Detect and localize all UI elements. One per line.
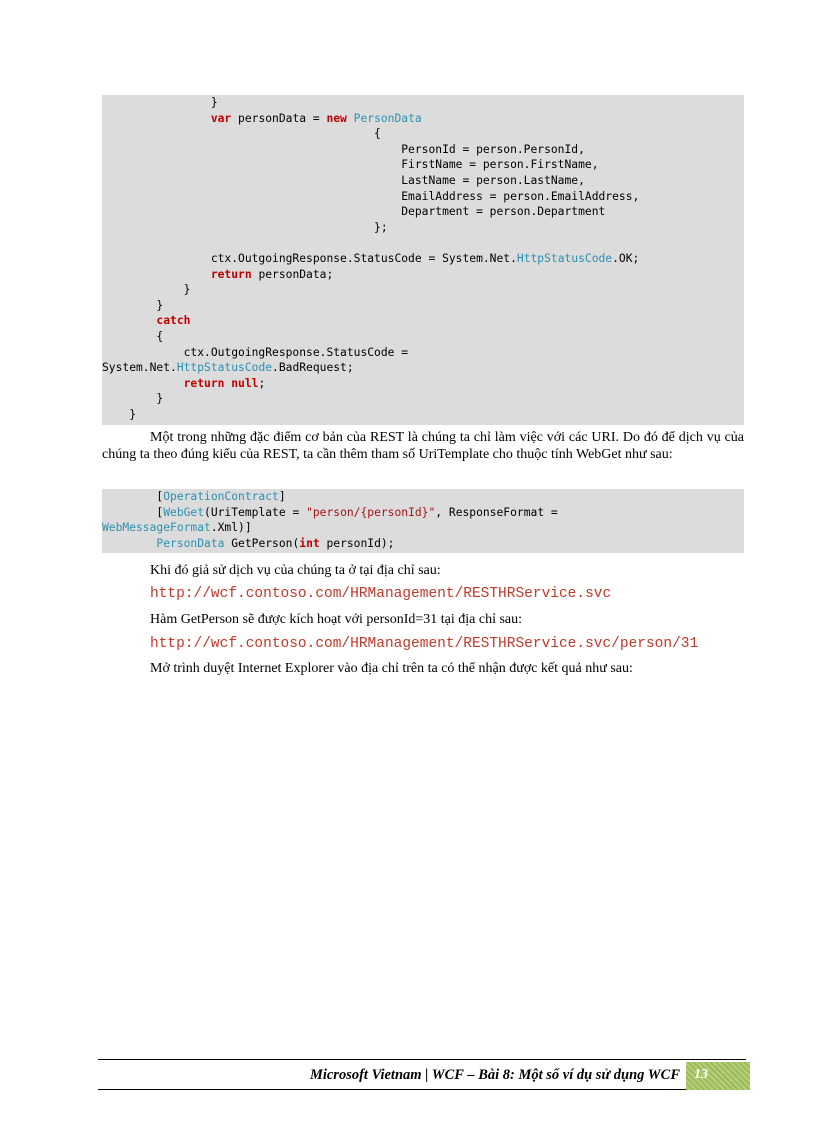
- code-token: ctx.OutgoingResponse.StatusCode =: [102, 345, 409, 359]
- text-service-address: Khi đó giả sử dịch vụ của chúng ta ở tại địa chỉ sau:: [150, 563, 441, 578]
- code-token: null: [231, 376, 259, 390]
- code-token: [: [102, 490, 164, 503]
- code-token: , ResponseFormat =: [435, 505, 558, 519]
- code-token: ;: [258, 376, 266, 390]
- code-token: }: [102, 283, 191, 297]
- text-open-browser: Mở trình duyệt Internet Explorer vào địa chỉ trên ta có thể nhận được kết quả như sau:: [150, 661, 633, 676]
- code-token: }: [102, 392, 164, 406]
- code-token: .OK;: [612, 251, 640, 265]
- code-token: [102, 537, 156, 550]
- code-token: new: [326, 111, 347, 125]
- code-token: }: [102, 407, 137, 421]
- code-token: System.Net.: [102, 361, 177, 375]
- url-person: http://wcf.contoso.com/HRManagement/RESTHRService.svc/person/31: [150, 636, 699, 652]
- code-token: HttpStatusCode: [176, 361, 273, 375]
- footer-rule-top: [98, 1059, 746, 1060]
- code-token: int: [299, 536, 320, 550]
- code-token: WebGet: [163, 505, 205, 519]
- code-token: personData =: [231, 111, 327, 125]
- code-token: ctx.OutgoingResponse.StatusCode = System.Net.: [102, 251, 517, 265]
- code-token: {: [102, 329, 164, 343]
- code-token: GetPerson(: [224, 536, 300, 550]
- code-token: "person/{personId}": [306, 505, 436, 519]
- code-token: return: [183, 376, 225, 390]
- code-block-1: [102, 95, 744, 425]
- code-token: personId);: [319, 536, 395, 550]
- code-token: EmailAddress = person.EmailAddress,: [102, 189, 640, 203]
- code-token: [102, 314, 156, 327]
- code-token: var: [210, 111, 232, 125]
- code-token: PersonData: [353, 111, 422, 125]
- code-token: WebMessageFormat: [102, 521, 211, 535]
- code-token: [102, 112, 211, 125]
- code-token: {: [102, 127, 381, 141]
- code-token: [: [102, 505, 164, 519]
- code-token: catch: [156, 314, 191, 328]
- code-token: ]: [278, 490, 286, 503]
- code-token: LastName = person.LastName,: [102, 173, 585, 187]
- code-token: .BadRequest;: [272, 361, 354, 375]
- code-token: PersonData: [156, 536, 225, 550]
- code-text: [102, 489, 744, 551]
- code-token: return: [210, 267, 252, 281]
- code-token: }: [102, 298, 164, 312]
- code-token: .Xml)]: [210, 521, 252, 535]
- text-getperson: Hàm GetPerson sẽ được kích hoạt với personId=31 tại địa chỉ sau:: [150, 612, 523, 627]
- code-token: [347, 112, 354, 125]
- code-text: [102, 95, 744, 422]
- code-token: PersonId = person.PersonId,: [102, 142, 585, 156]
- footer-title: Microsoft Vietnam | WCF – Bài 8: Một số ví dụ sử dụng WCF: [309, 1067, 680, 1083]
- code-token: [102, 377, 184, 390]
- page-number: 13: [686, 1062, 750, 1090]
- code-token: HttpStatusCode: [516, 251, 613, 265]
- code-token: }: [102, 96, 218, 109]
- code-token: FirstName = person.FirstName,: [102, 158, 599, 172]
- code-token: (UriTemplate =: [204, 505, 307, 519]
- code-token: Department = person.Department: [102, 205, 606, 219]
- code-token: personData;: [251, 267, 334, 281]
- code-block-2: [102, 489, 744, 553]
- code-token: [102, 268, 211, 281]
- code-token: };: [102, 220, 388, 234]
- url-service: http://wcf.contoso.com/HRManagement/RESTHRService.svc: [150, 586, 612, 602]
- paragraph-rest-uri: Một trong những đặc điểm cơ bản của REST là chúng ta chỉ làm việc với các URI. Do đó để dịch vụ của chúng ta theo đúng kiểu của REST, ta cần thêm tham số UriTemplate cho thuộc tính WebGet như sau:: [102, 430, 744, 462]
- code-token: OperationContract: [163, 490, 279, 503]
- footer-rule-bottom: [98, 1089, 686, 1090]
